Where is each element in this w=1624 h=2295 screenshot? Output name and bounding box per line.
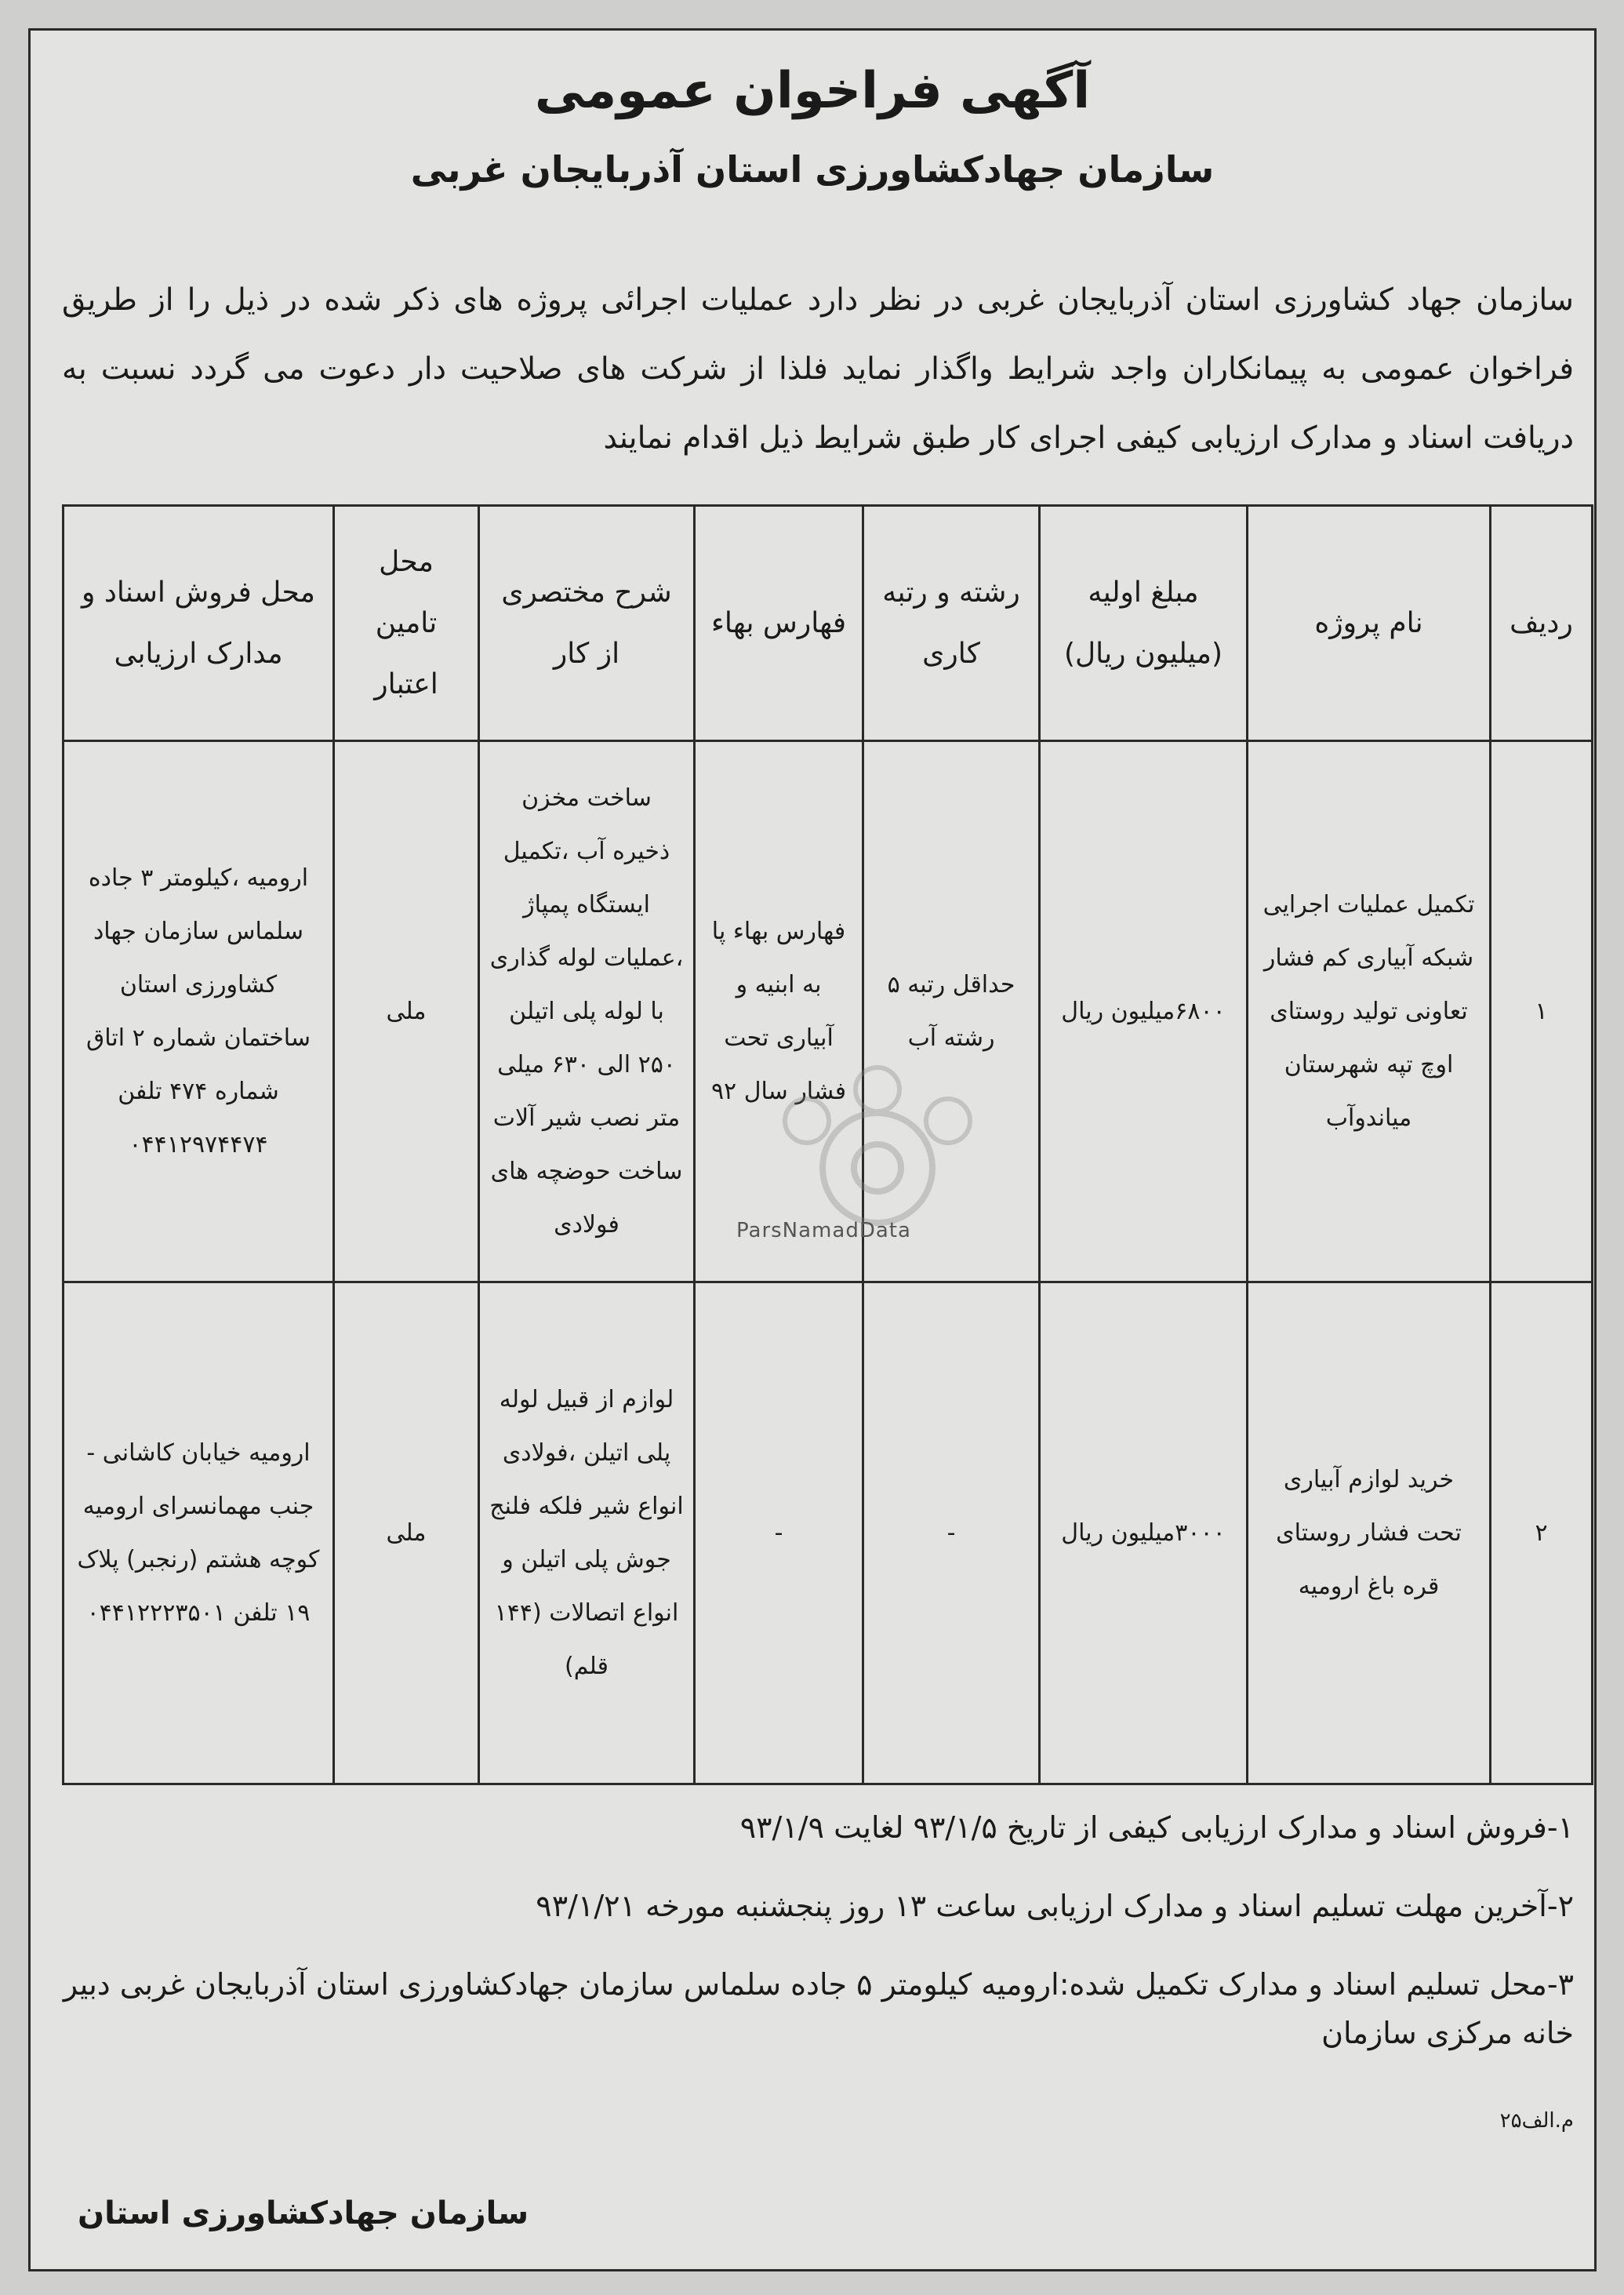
notice-paper [28, 28, 1597, 2271]
table-header-row [64, 506, 1593, 741]
cell-price-list: فهارس بهاء پا به ابنیه و آبیاری تحت فشار سال ۹۲ [695, 741, 863, 1282]
cell-initial-amount: ۶۸۰۰میلیون ریال [1040, 741, 1248, 1282]
header-field-grade: رشته و رتبه کاری [863, 506, 1040, 741]
cell-sale-location: ارومیه خیابان کاشانی - جنب مهمانسرای ارومیه کوچه هشتم (رنجبر) پلاک ۱۹ تلفن ۰۴۴۱۲۲۲۳۵۰۱ [64, 1282, 334, 1784]
note-item: ۱-فروش اسناد و مدارک ارزیابی کیفی از تاریخ ۹۳/۱/۵ لغایت ۹۳/۱/۹ [739, 1810, 1574, 1845]
cell-funding-source: ملی [334, 1282, 479, 1784]
cell-row-number: ۱ [1491, 741, 1593, 1282]
cell-field-grade: - [863, 1282, 1040, 1784]
cell-field-grade: حداقل رتبه ۵ رشته آب [863, 741, 1040, 1282]
cell-initial-amount: ۳۰۰۰میلیون ریال [1040, 1282, 1248, 1784]
cell-price-list: - [695, 1282, 863, 1784]
notice-subtitle: سازمان جهادکشاورزی استان آذربایجان غربی [410, 148, 1215, 191]
note-item: ۳-محل تسلیم اسناد و مدارک تکمیل شده:ارومیه کیلومتر ۵ جاده سلماس سازمان جهادکشاورزی استان آذربایجان غربی دبیر خانه مرکزی سازمان [63, 1967, 1574, 2050]
signature: سازمان جهادکشاورزی استان [78, 2195, 529, 2231]
intro-paragraph: سازمان جهاد کشاورزی استان آذربایجان غربی در نظر دارد عملیات اجرائی پروژه های ذکر شده در ذیل را از طریق فراخوان عمومی به پیمانکاران واجد شرایط واگذار نماید فلذا از شرکت های صلاحیت دار دعوت می گردد نسبت به دریافت اسناد و مدارک ارزیابی کیفی اجرای کار طبق شرایط ذیل اقدام نمایند [62, 282, 1574, 456]
header-description: شرح مختصری از کار [479, 506, 695, 741]
header-funding-source: محل تامین اعتبار [334, 506, 479, 741]
cell-description: لوازم از قبیل لوله پلی اتیلن ،فولادی انواع شیر فلکه فلنج جوش پلی اتیلن و انواع اتصالات (۱۴۴ قلم) [479, 1282, 695, 1784]
header-initial-amount: مبلغ اولیه (میلیون ریال) [1040, 506, 1248, 741]
header-row-number: ردیف [1491, 506, 1593, 741]
note-item: ۲-آخرین مهلت تسلیم اسناد و مدارک ارزیابی ساعت ۱۳ روز پنجشنبه مورخه ۹۳/۱/۲۱ [536, 1889, 1574, 1923]
cell-row-number: ۲ [1491, 1282, 1593, 1784]
watermark-text: ParsNamadData [736, 1219, 911, 1242]
notes-list [62, 1803, 1574, 2087]
cell-funding-source: ملی [334, 741, 479, 1282]
header-price-list: فهارس بهاء [695, 506, 863, 741]
cell-project-name: تکمیل عملیات اجرایی شبکه آبیاری کم فشار تعاونی تولید روستای اوچ تپه شهرستان میاندوآب [1248, 741, 1491, 1282]
cell-description: ساخت مخزن ذخیره آب ،تکمیل ایستگاه پمپاژ ،عملیات لوله گذاری با لوله پلی اتیلن ۲۵۰ الی ۶۳۰ میلی متر نصب شیر آلات ساخت حوضچه های فولادی [479, 741, 695, 1282]
header-project-name: نام پروژه [1248, 506, 1491, 741]
header-sale-location: محل فروش اسناد و مدارک ارزیابی [64, 506, 334, 741]
table-row [64, 1282, 1593, 1784]
notice-title: آگهی فراخوان عمومی [534, 62, 1091, 120]
cell-project-name: خرید لوازم آبیاری تحت فشار روستای قره باغ ارومیه [1248, 1282, 1491, 1784]
cell-sale-location: ارومیه ،کیلومتر ۳ جاده سلماس سازمان جهاد کشاورزی استان ساختمان شماره ۲ اتاق شماره ۴۷۴ تلفن ۰۴۴۱۲۹۷۴۴۷۴ [64, 741, 334, 1282]
reference-code: م.الف۲۵ [1499, 2109, 1574, 2133]
